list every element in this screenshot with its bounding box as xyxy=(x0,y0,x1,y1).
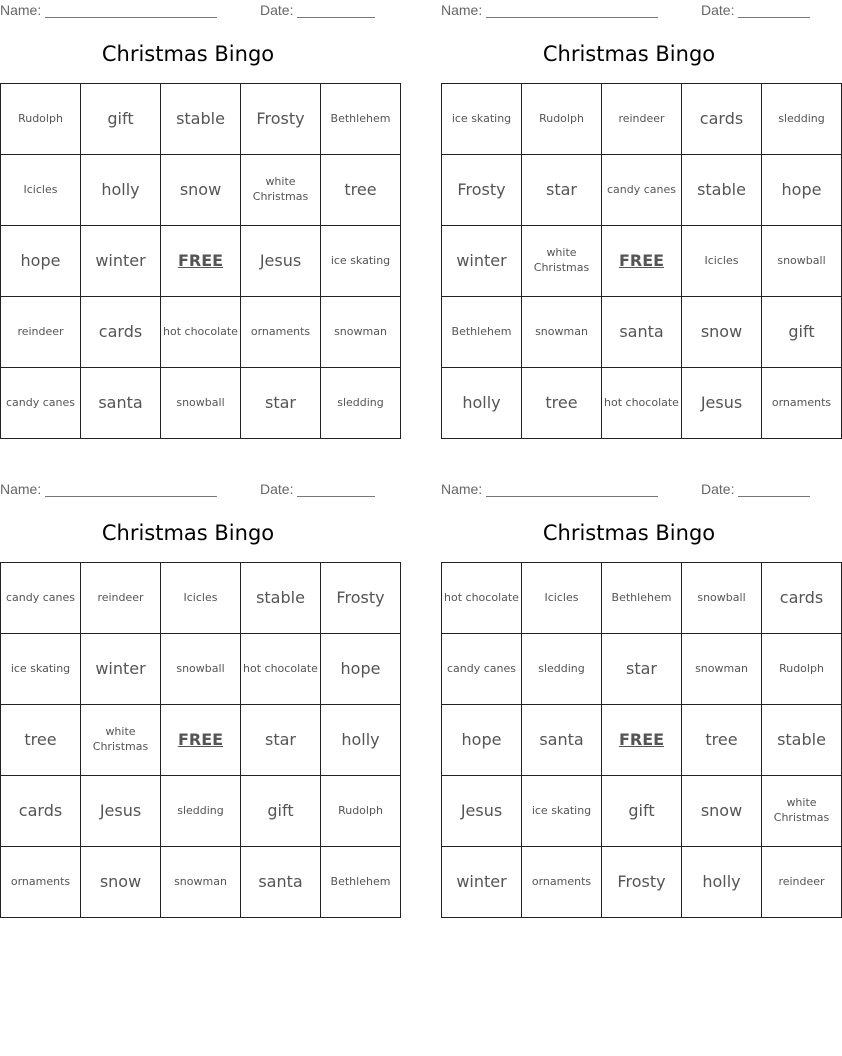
grid-row xyxy=(442,368,842,439)
date-label: Date: xyxy=(701,481,735,497)
bingo-cell[interactable]: Icicles xyxy=(522,563,602,634)
grid-row xyxy=(442,847,842,918)
bingo-cell[interactable]: tree xyxy=(321,155,401,226)
bingo-cell[interactable]: santa xyxy=(602,297,682,368)
date-line[interactable] xyxy=(297,4,375,18)
bingo-cell[interactable]: hope xyxy=(762,155,842,226)
bingo-cell[interactable]: Jesus xyxy=(241,226,321,297)
bingo-cell[interactable]: hot chocolate xyxy=(161,297,241,368)
free-space-cell[interactable]: FREE xyxy=(161,226,241,297)
bingo-cell[interactable]: Rudolph xyxy=(762,634,842,705)
name-field[interactable] xyxy=(441,2,658,18)
grid-row xyxy=(1,297,401,368)
bingo-cell[interactable]: hot chocolate xyxy=(241,634,321,705)
free-space-cell[interactable]: FREE xyxy=(161,705,241,776)
free-space-cell[interactable]: FREE xyxy=(602,705,682,776)
bingo-cell[interactable]: Jesus xyxy=(682,368,762,439)
bingo-cell[interactable]: reindeer xyxy=(81,563,161,634)
bingo-cell[interactable]: snowball xyxy=(682,563,762,634)
grid-row xyxy=(442,226,842,297)
bingo-cell[interactable]: star xyxy=(241,368,321,439)
grid-row xyxy=(1,563,401,634)
grid-row xyxy=(442,776,842,847)
bingo-cell[interactable]: star xyxy=(602,634,682,705)
bingo-cell[interactable]: snowman xyxy=(522,297,602,368)
bingo-cell[interactable]: snow xyxy=(161,155,241,226)
grid-row xyxy=(442,155,842,226)
card-header xyxy=(441,479,817,499)
bingo-cell[interactable]: stable xyxy=(161,84,241,155)
name-label: Name: xyxy=(0,2,42,18)
bingo-cell[interactable]: winter xyxy=(81,634,161,705)
bingo-cell[interactable]: winter xyxy=(442,847,522,918)
bingo-cell[interactable]: ice skating xyxy=(321,226,401,297)
bingo-cell[interactable]: holly xyxy=(682,847,762,918)
name-line[interactable] xyxy=(486,4,658,18)
bingo-cell[interactable]: snowball xyxy=(161,368,241,439)
bingo-cell[interactable]: tree xyxy=(522,368,602,439)
date-field[interactable] xyxy=(701,481,810,497)
bingo-cell[interactable]: Icicles xyxy=(161,563,241,634)
bingo-cell[interactable]: snowball xyxy=(161,634,241,705)
bingo-cell[interactable]: tree xyxy=(682,705,762,776)
bingo-cell[interactable]: reindeer xyxy=(1,297,81,368)
bingo-cell[interactable]: Jesus xyxy=(442,776,522,847)
bingo-card-2 xyxy=(441,0,832,440)
bingo-cell[interactable]: holly xyxy=(442,368,522,439)
bingo-grid xyxy=(441,83,842,439)
name-label: Name: xyxy=(441,481,483,497)
grid-row xyxy=(1,155,401,226)
bingo-cell[interactable]: holly xyxy=(81,155,161,226)
bingo-card-1 xyxy=(0,0,391,440)
bingo-cell[interactable]: Frosty xyxy=(241,84,321,155)
bingo-cell[interactable]: sledding xyxy=(762,84,842,155)
bingo-cell[interactable]: white Christmas xyxy=(81,705,161,776)
grid-row xyxy=(442,634,842,705)
bingo-cell[interactable]: Bethlehem xyxy=(321,84,401,155)
bingo-cell[interactable]: hope xyxy=(1,226,81,297)
bingo-cell[interactable]: cards xyxy=(762,563,842,634)
bingo-cell[interactable]: santa xyxy=(81,368,161,439)
bingo-cell[interactable]: Rudolph xyxy=(321,776,401,847)
bingo-cell[interactable]: sledding xyxy=(522,634,602,705)
grid-row xyxy=(1,368,401,439)
bingo-cell[interactable]: stable xyxy=(241,563,321,634)
bingo-cell[interactable]: gift xyxy=(81,84,161,155)
name-line[interactable] xyxy=(45,4,217,18)
bingo-cell[interactable]: Icicles xyxy=(682,226,762,297)
bingo-cell[interactable]: santa xyxy=(241,847,321,918)
bingo-cell[interactable]: Frosty xyxy=(602,847,682,918)
bingo-cell[interactable]: ornaments xyxy=(762,368,842,439)
bingo-cell[interactable]: Bethlehem xyxy=(321,847,401,918)
bingo-cell[interactable]: hope xyxy=(442,705,522,776)
bingo-cell[interactable]: sledding xyxy=(321,368,401,439)
grid-row xyxy=(1,847,401,918)
bingo-cell[interactable]: Rudolph xyxy=(1,84,81,155)
bingo-cell[interactable]: stable xyxy=(762,705,842,776)
bingo-cell[interactable]: sledding xyxy=(161,776,241,847)
card-title: Christmas Bingo xyxy=(101,42,275,66)
card-title: Christmas Bingo xyxy=(101,521,275,545)
bingo-cell[interactable]: Bethlehem xyxy=(442,297,522,368)
bingo-cell[interactable]: Frosty xyxy=(321,563,401,634)
bingo-cell[interactable]: ice skating xyxy=(1,634,81,705)
bingo-cell[interactable]: snow xyxy=(682,776,762,847)
card-header xyxy=(441,0,817,20)
name-field[interactable] xyxy=(0,2,217,18)
bingo-cell[interactable]: ornaments xyxy=(1,847,81,918)
bingo-cell[interactable]: snowman xyxy=(161,847,241,918)
bingo-cell[interactable]: star xyxy=(522,155,602,226)
bingo-cell[interactable]: gift xyxy=(762,297,842,368)
grid-row xyxy=(442,563,842,634)
free-space-cell[interactable]: FREE xyxy=(602,226,682,297)
bingo-cell[interactable]: snowman xyxy=(321,297,401,368)
bingo-cell[interactable]: snow xyxy=(682,297,762,368)
bingo-cell[interactable]: ice skating xyxy=(442,84,522,155)
grid-row xyxy=(1,226,401,297)
name-field[interactable] xyxy=(441,481,658,497)
bingo-cell[interactable]: hope xyxy=(321,634,401,705)
name-label: Name: xyxy=(0,481,42,497)
bingo-cell[interactable]: gift xyxy=(241,776,321,847)
bingo-grid xyxy=(0,562,401,918)
bingo-cell[interactable]: candy canes xyxy=(602,155,682,226)
bingo-cell[interactable]: tree xyxy=(1,705,81,776)
grid-row xyxy=(442,84,842,155)
bingo-cell[interactable]: winter xyxy=(442,226,522,297)
bingo-cell[interactable]: ornaments xyxy=(241,297,321,368)
grid-row xyxy=(1,776,401,847)
bingo-cell[interactable]: ornaments xyxy=(522,847,602,918)
card-title: Christmas Bingo xyxy=(542,521,716,545)
date-field[interactable] xyxy=(260,2,375,18)
card-header xyxy=(0,0,376,20)
grid-row xyxy=(1,634,401,705)
bingo-cell[interactable]: stable xyxy=(682,155,762,226)
name-line[interactable] xyxy=(45,483,217,497)
date-label: Date: xyxy=(701,2,735,18)
bingo-cell[interactable]: reindeer xyxy=(762,847,842,918)
bingo-cell[interactable]: hot chocolate xyxy=(442,563,522,634)
bingo-cell[interactable]: Frosty xyxy=(442,155,522,226)
name-label: Name: xyxy=(441,2,483,18)
bingo-cell[interactable]: snow xyxy=(81,847,161,918)
date-label: Date: xyxy=(260,2,294,18)
card-header xyxy=(0,479,376,499)
bingo-cell[interactable]: reindeer xyxy=(602,84,682,155)
bingo-cell[interactable]: gift xyxy=(602,776,682,847)
bingo-cell[interactable]: cards xyxy=(682,84,762,155)
bingo-cell[interactable]: white Christmas xyxy=(762,776,842,847)
bingo-card-3 xyxy=(0,479,391,919)
grid-row xyxy=(1,705,401,776)
bingo-cell[interactable]: cards xyxy=(81,297,161,368)
date-field[interactable] xyxy=(260,481,375,497)
name-field[interactable] xyxy=(0,481,217,497)
name-line[interactable] xyxy=(486,483,658,497)
bingo-cell[interactable]: holly xyxy=(321,705,401,776)
date-field[interactable] xyxy=(701,2,810,18)
bingo-cell[interactable]: Bethlehem xyxy=(602,563,682,634)
date-label: Date: xyxy=(260,481,294,497)
bingo-cell[interactable]: white Christmas xyxy=(241,155,321,226)
bingo-cell[interactable]: snowman xyxy=(682,634,762,705)
bingo-cell[interactable]: Icicles xyxy=(1,155,81,226)
bingo-cell[interactable]: winter xyxy=(81,226,161,297)
bingo-cell[interactable]: candy canes xyxy=(1,368,81,439)
grid-row xyxy=(1,84,401,155)
date-line[interactable] xyxy=(738,4,810,18)
bingo-grid xyxy=(441,562,842,918)
bingo-cell[interactable]: ice skating xyxy=(522,776,602,847)
bingo-cell[interactable]: Jesus xyxy=(81,776,161,847)
bingo-cell[interactable]: star xyxy=(241,705,321,776)
bingo-cell[interactable]: Rudolph xyxy=(522,84,602,155)
bingo-cell[interactable]: cards xyxy=(1,776,81,847)
date-line[interactable] xyxy=(297,483,375,497)
bingo-cell[interactable]: candy canes xyxy=(1,563,81,634)
bingo-cell[interactable]: hot chocolate xyxy=(602,368,682,439)
grid-row xyxy=(442,297,842,368)
bingo-cell[interactable]: candy canes xyxy=(442,634,522,705)
bingo-grid xyxy=(0,83,401,439)
grid-row xyxy=(442,705,842,776)
bingo-cell[interactable]: santa xyxy=(522,705,602,776)
card-title: Christmas Bingo xyxy=(542,42,716,66)
bingo-cell[interactable]: snowball xyxy=(762,226,842,297)
bingo-card-4 xyxy=(441,479,830,919)
date-line[interactable] xyxy=(738,483,810,497)
bingo-cell[interactable]: white Christmas xyxy=(522,226,602,297)
